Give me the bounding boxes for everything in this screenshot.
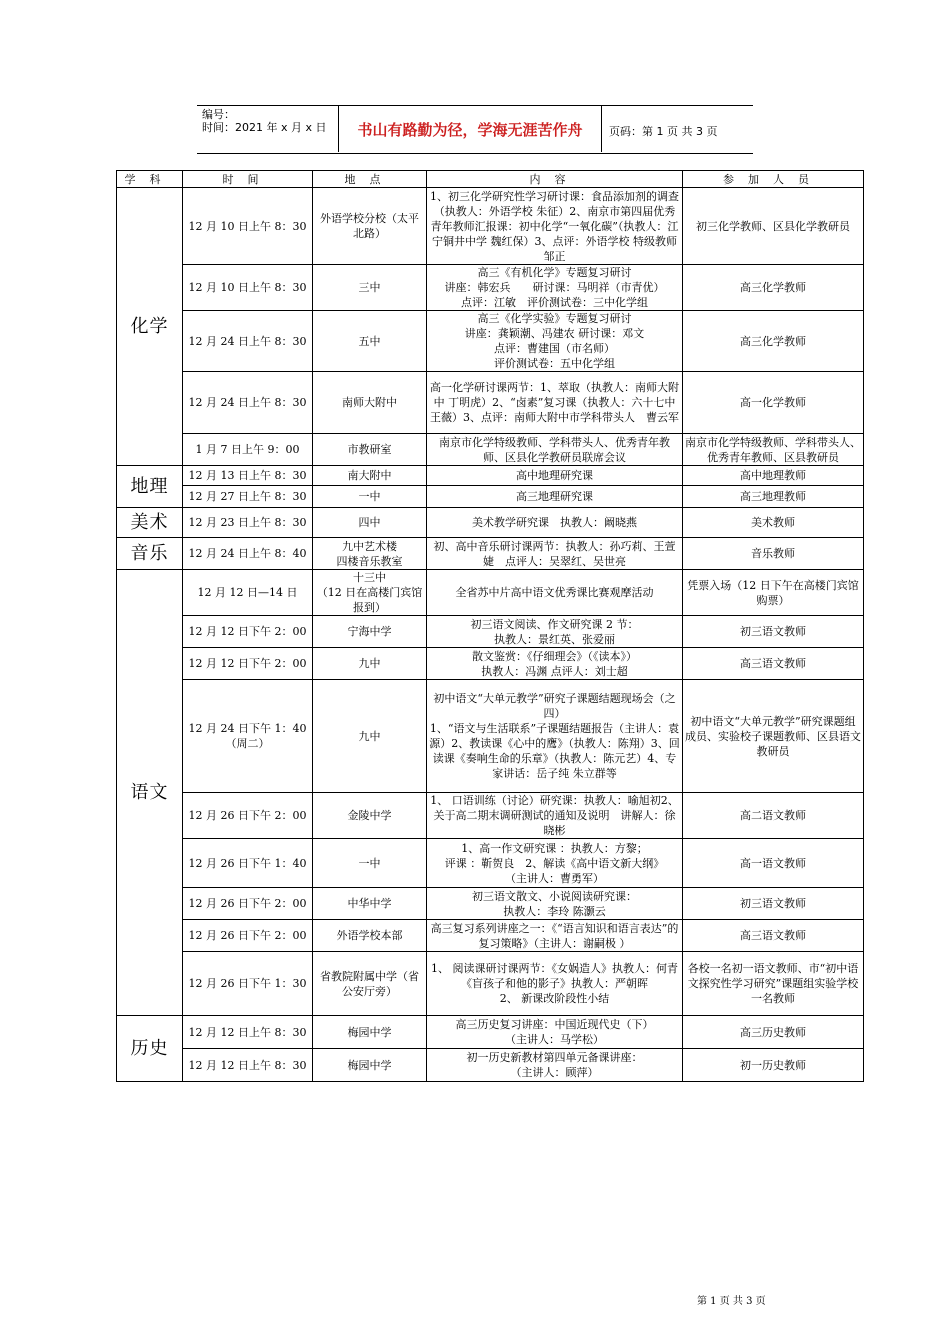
content-cell: 初三语文散文、小说阅读研究课： 执教人：李玲 陈灏云 [427,888,683,920]
content-cell: 南京市化学特级教师、学科带头人、优秀青年教师、区县化学教研员联席会议 [427,434,683,466]
time-cell: 12 月 24 日上午 8：30 [183,372,313,434]
people-cell: 高二语文教师 [683,793,864,839]
subject-cell: 音乐 [117,538,183,570]
place-cell: 外语学校分校（太平北路） [313,188,427,265]
header-page-label: 页码：第 1 页 共 3 页 [609,125,718,138]
place-cell: 梅园中学 [313,1016,427,1049]
time-cell: 12 月 26 日下午 1：40 [183,839,313,888]
place-cell: 宁海中学 [313,616,427,648]
content-cell: 高一化学研讨课两节：1、萃取（执教人：南师大附中 丁明虎）2、“卤素”复习课（执教人：六十七中 王薇）3、点评：南师大附中市学科带头人 曹云军 [427,372,683,434]
table-row [117,920,864,952]
col-content: 内容 [427,171,683,188]
people-cell: 高三化学教师 [683,311,864,372]
time-label: 时间：2021 年 x 月 x 日 [202,121,327,134]
table-row [117,648,864,680]
place-cell: 九中 [313,680,427,793]
table-body [117,188,864,1082]
people-cell: 高一语文教师 [683,839,864,888]
subject-cell: 地理 [117,466,183,508]
place-cell: 九中艺术楼 四楼音乐教室 [313,538,427,570]
content-cell: 初三语文阅读、作文研究课 2 节： 执教人：景红英、张爱丽 [427,616,683,648]
col-people: 参加人员 [683,171,864,188]
time-cell: 12 月 12 日下午 2：00 [183,648,313,680]
table-row [117,486,864,508]
table-row [117,616,864,648]
people-cell: 高一化学教师 [683,372,864,434]
time-cell: 12 月 13 日上午 8：30 [183,466,313,486]
table-row [117,265,864,311]
table-row [117,1016,864,1049]
motto: 书山有路勤为径，学海无涯苦作舟 [357,120,583,139]
place-cell: 三中 [313,265,427,311]
time-cell: 12 月 26 日下午 2：00 [183,888,313,920]
content-cell: 高三复习系列讲座之一：《“语言知识和语言表达”的复习策略》（主讲人：谢嗣极 ） [427,920,683,952]
table-row [117,570,864,616]
time-cell: 12 月 24 日上午 8：30 [183,311,313,372]
time-cell: 12 月 26 日下午 1：30 [183,952,313,1016]
place-cell: 四中 [313,508,427,538]
content-cell: 全省苏中片高中语文优秀课比赛观摩活动 [427,570,683,616]
schedule-table [116,170,864,1082]
place-cell: 中华中学 [313,888,427,920]
content-cell: 1、 口语训练（讨论）研究课：执教人：喻旭初2、关于高二期末调研测试的通知及说明 讲解人：徐晓彬 [427,793,683,839]
people-cell: 凭票入场（12 日下午在高楼门宾馆购票） [683,570,864,616]
people-cell: 初三语文教师 [683,888,864,920]
table-row [117,538,864,570]
table-row [117,508,864,538]
content-cell: 1、高一作文研究课 ：执教人：方黎； 评课 ：靳贺良 2、解读《高中语文新大纲》 （主讲人：曹勇军） [427,839,683,888]
people-cell: 各校一名初一语文教师、市“初中语文探究性学习研究”课题组实验学校一名教师 [683,952,864,1016]
place-cell: 一中 [313,839,427,888]
time-cell: 12 月 26 日下午 2：00 [183,793,313,839]
people-cell: 初三语文教师 [683,616,864,648]
people-cell: 高三语文教师 [683,920,864,952]
table-header-row [117,171,864,188]
content-cell: 高中地理研究课 [427,466,683,486]
content-cell: 高三历史复习讲座：中国近现代史（下） （主讲人：马学松） [427,1016,683,1049]
place-cell: 外语学校本部 [313,920,427,952]
content-cell: 散文鉴赏：《仔细理会》（《读本》） 执教人：冯渊 点评人：刘士超 [427,648,683,680]
people-cell: 高三地理教师 [683,486,864,508]
place-cell: 一中 [313,486,427,508]
time-cell: 12 月 12 日上午 8：30 [183,1016,313,1049]
table-row [117,466,864,486]
place-cell: 金陵中学 [313,793,427,839]
place-cell: 南师大附中 [313,372,427,434]
people-cell: 高中地理教师 [683,466,864,486]
place-cell: 十三中 （12 日在高楼门宾馆报到） [313,570,427,616]
time-cell: 12 月 24 日上午 8：40 [183,538,313,570]
content-cell: 1、 阅读课研讨课两节：《女娲造人》执教人：何青《盲孩子和他的影子》执教人：严朝晖 2、 新课改阶段性小结 [427,952,683,1016]
time-cell: 12 月 24 日下午 1：40 （周二） [183,680,313,793]
table-row [117,311,864,372]
subject-cell: 历史 [117,1016,183,1082]
place-cell: 五中 [313,311,427,372]
place-cell: 省教院附属中学（省公安厅旁） [313,952,427,1016]
content-cell: 美术教学研究课 执教人：阚晓燕 [427,508,683,538]
time-cell: 12 月 23 日上午 8：30 [183,508,313,538]
people-cell: 初一历史教师 [683,1049,864,1082]
time-cell: 12 月 12 日上午 8：30 [183,1049,313,1082]
content-cell: 1、初三化学研究性学习研讨课：食品添加剂的调查（执教人：外语学校 朱征）2、南京市第四届优秀青年教师汇报课：初中化学“一氧化碳”（执教人：江宁铜井中学 魏红保）3、点评：外语学校 特级教师 邹正 [427,188,683,265]
people-cell: 初三化学教师、区县化学教研员 [683,188,864,265]
table-row [117,188,864,265]
footer-page: 第 1 页 共 3 页 [697,1296,766,1307]
header-info [202,108,327,134]
col-time: 时间 [183,171,313,188]
table-row [117,839,864,888]
people-cell: 高三语文教师 [683,648,864,680]
content-cell: 高三《有机化学》专题复习研讨 讲座：韩宏兵 研讨课：马明祥（市青优） 点评：江敏 评价测试卷：三中化学组 [427,265,683,311]
subject-cell: 语文 [117,570,183,1016]
time-cell: 1 月 7 日上午 9：00 [183,434,313,466]
place-cell: 市教研室 [313,434,427,466]
table-row [117,888,864,920]
subject-cell: 化学 [117,188,183,466]
number-label: 编号： [202,108,235,121]
time-cell: 12 月 10 日上午 8：30 [183,188,313,265]
people-cell: 高三化学教师 [683,265,864,311]
people-cell: 南京市化学特级教师、学科带头人、优秀青年教师、区县教研员 [683,434,864,466]
motto-box [338,106,602,152]
subject-cell: 美术 [117,508,183,538]
people-cell: 初中语文“大单元教学”研究课题组成员、实验校子课题教师、区县语文教研员 [683,680,864,793]
place-cell: 九中 [313,648,427,680]
col-subject: 学科 [117,171,183,188]
time-cell: 12 月 12 日下午 2：00 [183,616,313,648]
content-cell: 初中语文“大单元教学”研究子课题结题现场会（之四） 1、“语文与生活联系”子课题结题报告（主讲人：袁源）2、教读课《心中的鹰》（执教人：陈翔）3、回读课《奏响生命的乐章》（执教人：陈元艺）4、专家讲话：岳子纯 朱立群等 [427,680,683,793]
people-cell: 美术教师 [683,508,864,538]
time-cell: 12 月 10 日上午 8：30 [183,265,313,311]
place-cell: 南大附中 [313,466,427,486]
time-cell: 12 月 27 日上午 8：30 [183,486,313,508]
table-row [117,1049,864,1082]
time-cell: 12 月 26 日下午 2：00 [183,920,313,952]
content-cell: 初一历史新教材第四单元备课讲座： （主讲人：顾萍） [427,1049,683,1082]
place-cell: 梅园中学 [313,1049,427,1082]
people-cell: 音乐教师 [683,538,864,570]
table-row [117,372,864,434]
time-cell: 12 月 12 日—14 日 [183,570,313,616]
table-row [117,952,864,1016]
header-bottom-rule [197,153,753,154]
col-place: 地点 [313,171,427,188]
table-row [117,680,864,793]
content-cell: 初、高中音乐研讨课两节：执教人：孙巧莉、王萱婕 点评人：吴翠红、吴世亮 [427,538,683,570]
content-cell: 高三《化学实验》专题复习研讨 讲座：龚颖潮、冯建农 研讨课：邓文 点评：曹建国（市名师） 评价测试卷：五中化学组 [427,311,683,372]
content-cell: 高三地理研究课 [427,486,683,508]
people-cell: 高三历史教师 [683,1016,864,1049]
table-row [117,434,864,466]
table-row [117,793,864,839]
